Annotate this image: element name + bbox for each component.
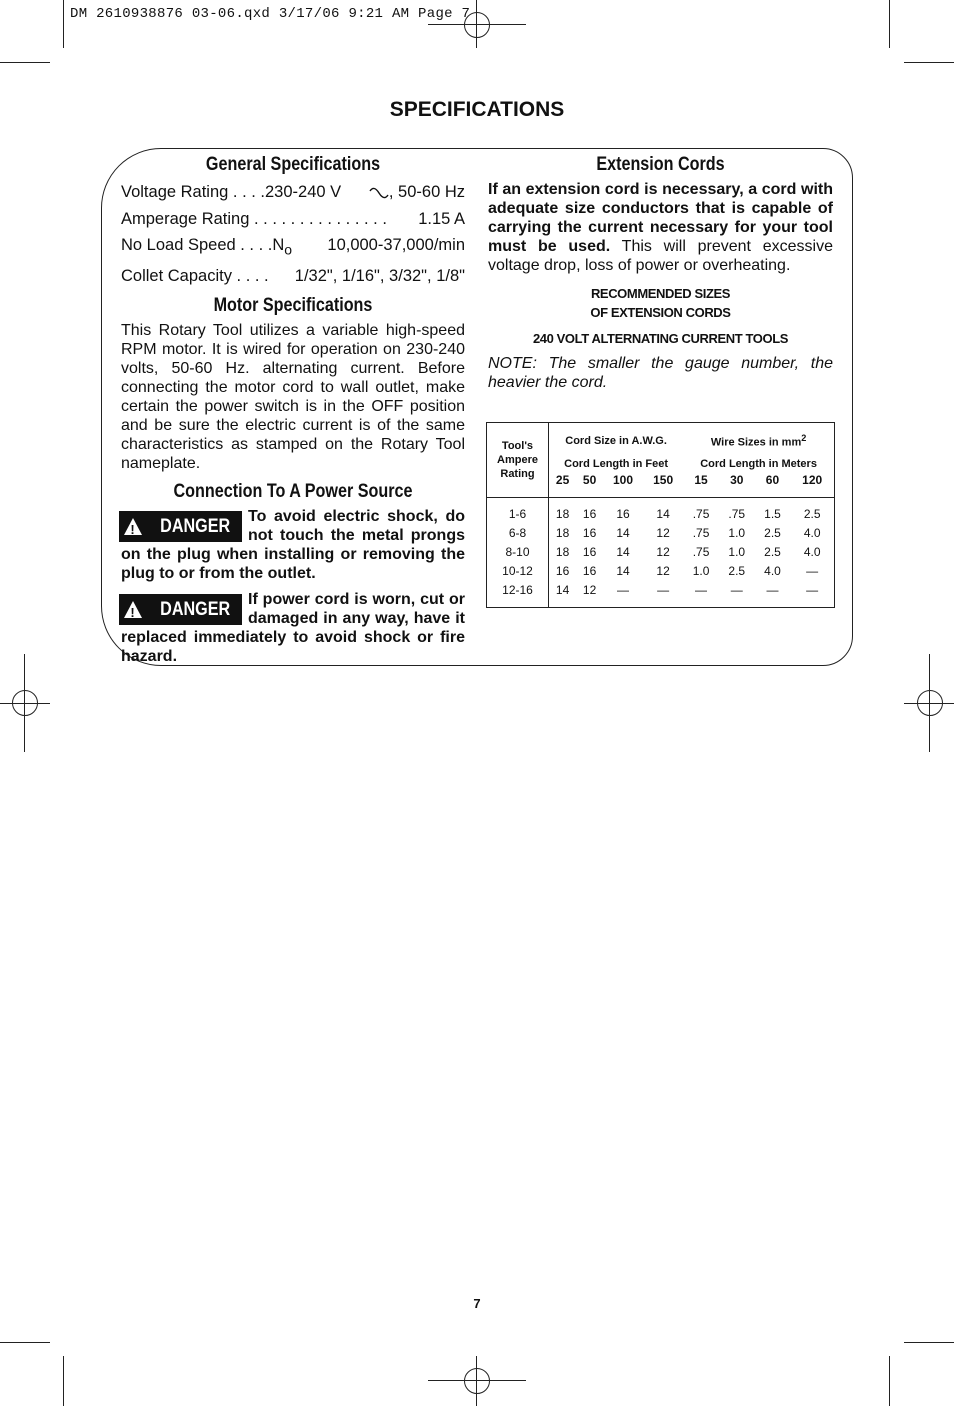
feet-value: 100 xyxy=(603,473,643,498)
warning-triangle-icon: ! xyxy=(124,518,142,535)
left-column xyxy=(121,154,465,666)
right-column xyxy=(488,154,833,392)
crop-mark xyxy=(63,0,64,48)
extension-cord-table xyxy=(486,422,835,608)
awg-cell: 16 xyxy=(555,563,570,578)
awg-header: Cord Size in A.W.G. xyxy=(565,435,667,447)
mm-cell: .75 xyxy=(692,506,710,521)
recommended-line-2: OF EXTENSION CORDS xyxy=(590,305,731,320)
awg-cell: 14 xyxy=(616,544,630,559)
motor-specs-text: This Rotary Tool utilizes a variable high-speed RPM motor. It is wired for operation on 230-240 volts, 50-60 Hz. alternating current. Before connecting the motor cord to wall outlet, make certain the power switch is in the OFF position and be sure the electric current is of the same characteristics as stamped on the Rotary Tool nameplate. xyxy=(121,322,465,473)
spec-label-sub: o xyxy=(284,241,293,258)
wire-header-sup: 2 xyxy=(801,433,807,444)
crop-mark xyxy=(889,1356,890,1406)
feet-value: 50 xyxy=(576,473,603,498)
extension-intro-rest: This will prevent excessive voltage drop, loss of power or overheating. xyxy=(488,238,833,274)
general-specs-list xyxy=(121,179,465,289)
wire-size-header xyxy=(683,423,834,456)
ampere-rating-header xyxy=(487,423,549,498)
awg-cell: 16 xyxy=(616,506,630,521)
awg-cell: 14 xyxy=(555,582,570,597)
extension-cords-heading: Extension Cords xyxy=(596,154,725,175)
gauge-note: NOTE: The smaller the gauge number, the heavier the cord. xyxy=(488,355,833,391)
mm-cell: 1.0 xyxy=(692,563,710,578)
spec-label-text: Voltage Rating . . . .230-240 V xyxy=(121,183,342,201)
awg-cell: 14 xyxy=(616,525,630,540)
amp-cell: 10-12 xyxy=(487,561,549,580)
danger-text-2: If power cord is worn, cut or damaged in any way, have it replaced immediately to avoid shock or fire hazard. xyxy=(121,591,465,666)
awg-cell: 16 xyxy=(582,544,597,559)
table-row xyxy=(487,523,835,542)
mm-cell: 2.5 xyxy=(764,544,781,559)
motor-specs-heading: Motor Specifications xyxy=(213,295,373,317)
awg-cell: 16 xyxy=(582,563,597,578)
danger-text-1: To avoid electric shock, do not touch the metal prongs on the plug when installing or removing the plug to or from the outlet. xyxy=(121,508,465,583)
mm-cell: 1.0 xyxy=(728,544,746,559)
meters-header: Cord Length in Meters xyxy=(700,458,817,470)
awg-cell: 14 xyxy=(616,563,630,578)
print-slug: DM 2610938876 03-06.qxd 3/17/06 9:21 AM Page 7 xyxy=(70,6,471,22)
mm-cell: — xyxy=(695,582,708,597)
registration-target-icon xyxy=(464,12,490,38)
meters-value: 120 xyxy=(790,473,834,498)
amp-cell: 1-6 xyxy=(487,498,549,524)
feet-value: 25 xyxy=(549,473,577,498)
table-row xyxy=(487,498,835,524)
spec-value-text: , 50-60 Hz xyxy=(388,183,465,201)
recommended-sizes-heading xyxy=(488,284,833,322)
general-specs-heading: General Specifications xyxy=(205,154,381,175)
table-row xyxy=(487,542,835,561)
danger-warning-2 xyxy=(121,590,465,666)
mm-cell: .75 xyxy=(692,525,710,540)
meters-value: 30 xyxy=(719,473,755,498)
crop-mark xyxy=(63,1356,64,1406)
mm-cell: 2.5 xyxy=(764,525,781,540)
mm-cell: — xyxy=(766,582,779,597)
danger-badge xyxy=(119,511,242,542)
mm-cell: 2.5 xyxy=(728,563,746,578)
page-number: 7 xyxy=(473,1296,481,1311)
danger-label: DANGER xyxy=(160,516,231,538)
mm-cell: 4.0 xyxy=(803,544,821,559)
extension-intro xyxy=(488,180,833,275)
amp-cell: 12-16 xyxy=(487,580,549,608)
awg-cell: 18 xyxy=(555,544,570,559)
feet-header: Cord Length in Feet xyxy=(564,458,669,470)
spec-row-amperage xyxy=(121,206,465,233)
spec-row-speed xyxy=(121,232,465,263)
crop-mark xyxy=(0,1342,50,1343)
registration-target-icon xyxy=(464,1368,490,1394)
wire-header-text: Wire Sizes in mm xyxy=(710,436,802,449)
crop-mark xyxy=(0,62,50,63)
meters-value: 60 xyxy=(755,473,791,498)
mm-cell: — xyxy=(806,582,819,597)
awg-cell: 18 xyxy=(555,506,570,521)
table-header-row xyxy=(487,423,835,456)
meters-value: 15 xyxy=(683,473,719,498)
amp-header-line: Tool's xyxy=(501,440,534,452)
connection-heading: Connection To A Power Source xyxy=(173,481,413,503)
awg-cell: — xyxy=(616,582,629,597)
extension-intro-bold: If an extension cord is necessary, a cord with adequate size conductors that is capable of carrying the current necessary for your tool must be used. xyxy=(488,181,833,255)
page-title: SPECIFICATIONS xyxy=(389,98,565,121)
amp-cell: 8-10 xyxy=(487,542,549,561)
spec-row-voltage xyxy=(121,179,465,206)
mm-cell: 1.0 xyxy=(728,525,746,540)
spec-label-text: No Load Speed . . . .N xyxy=(121,236,285,254)
spec-label: Collet Capacity . . . . xyxy=(121,266,269,285)
awg-cell: 16 xyxy=(582,506,597,521)
mm-cell: .75 xyxy=(692,544,710,559)
ac-wave-icon xyxy=(369,187,389,199)
feet-value: 150 xyxy=(643,473,683,498)
recommended-line-1: RECOMMENDED SIZES xyxy=(590,286,731,301)
spec-label: Amperage Rating . . . . . . . . . . . . . . . xyxy=(121,209,387,228)
spec-row-collet xyxy=(121,263,465,290)
amp-header-line: Ampere xyxy=(497,454,538,466)
amp-header-line: Rating xyxy=(500,468,535,480)
mm-cell: 2.5 xyxy=(803,506,821,521)
awg-cell: 12 xyxy=(656,525,670,540)
warning-triangle-icon: ! xyxy=(124,601,142,618)
crop-mark xyxy=(904,1342,954,1343)
awg-cell: 12 xyxy=(656,563,670,578)
mm-cell: 4.0 xyxy=(764,563,781,578)
table-row xyxy=(487,561,835,580)
awg-cell: — xyxy=(657,582,670,597)
registration-target-icon xyxy=(12,690,38,716)
amp-cell: 6-8 xyxy=(487,523,549,542)
spec-value: 1/32", 1/16", 3/32", 1/8" xyxy=(294,266,465,285)
danger-badge xyxy=(119,594,242,625)
registration-target-icon xyxy=(917,690,943,716)
danger-label: DANGER xyxy=(160,599,231,621)
spec-label xyxy=(121,232,292,263)
awg-cell: 18 xyxy=(555,525,570,540)
voltage-tools-heading: 240 VOLT ALTERNATING CURRENT TOOLS xyxy=(532,331,789,346)
spec-value xyxy=(369,179,465,206)
mm-cell: — xyxy=(730,582,743,597)
spec-value: 1.15 A xyxy=(418,209,465,228)
table-row xyxy=(487,580,835,608)
crop-mark xyxy=(904,62,954,63)
spec-label xyxy=(121,179,341,206)
awg-cell: 14 xyxy=(656,506,670,521)
awg-cell: 16 xyxy=(582,525,597,540)
mm-cell: 4.0 xyxy=(803,525,821,540)
awg-cell: 12 xyxy=(656,544,670,559)
mm-cell: .75 xyxy=(728,506,746,521)
spec-value: 10,000-37,000/min xyxy=(327,236,465,254)
mm-cell: — xyxy=(806,563,819,578)
crop-mark xyxy=(889,0,890,48)
awg-cell: 12 xyxy=(582,582,597,597)
mm-cell: 1.5 xyxy=(764,506,781,521)
danger-warning-1 xyxy=(121,507,465,583)
